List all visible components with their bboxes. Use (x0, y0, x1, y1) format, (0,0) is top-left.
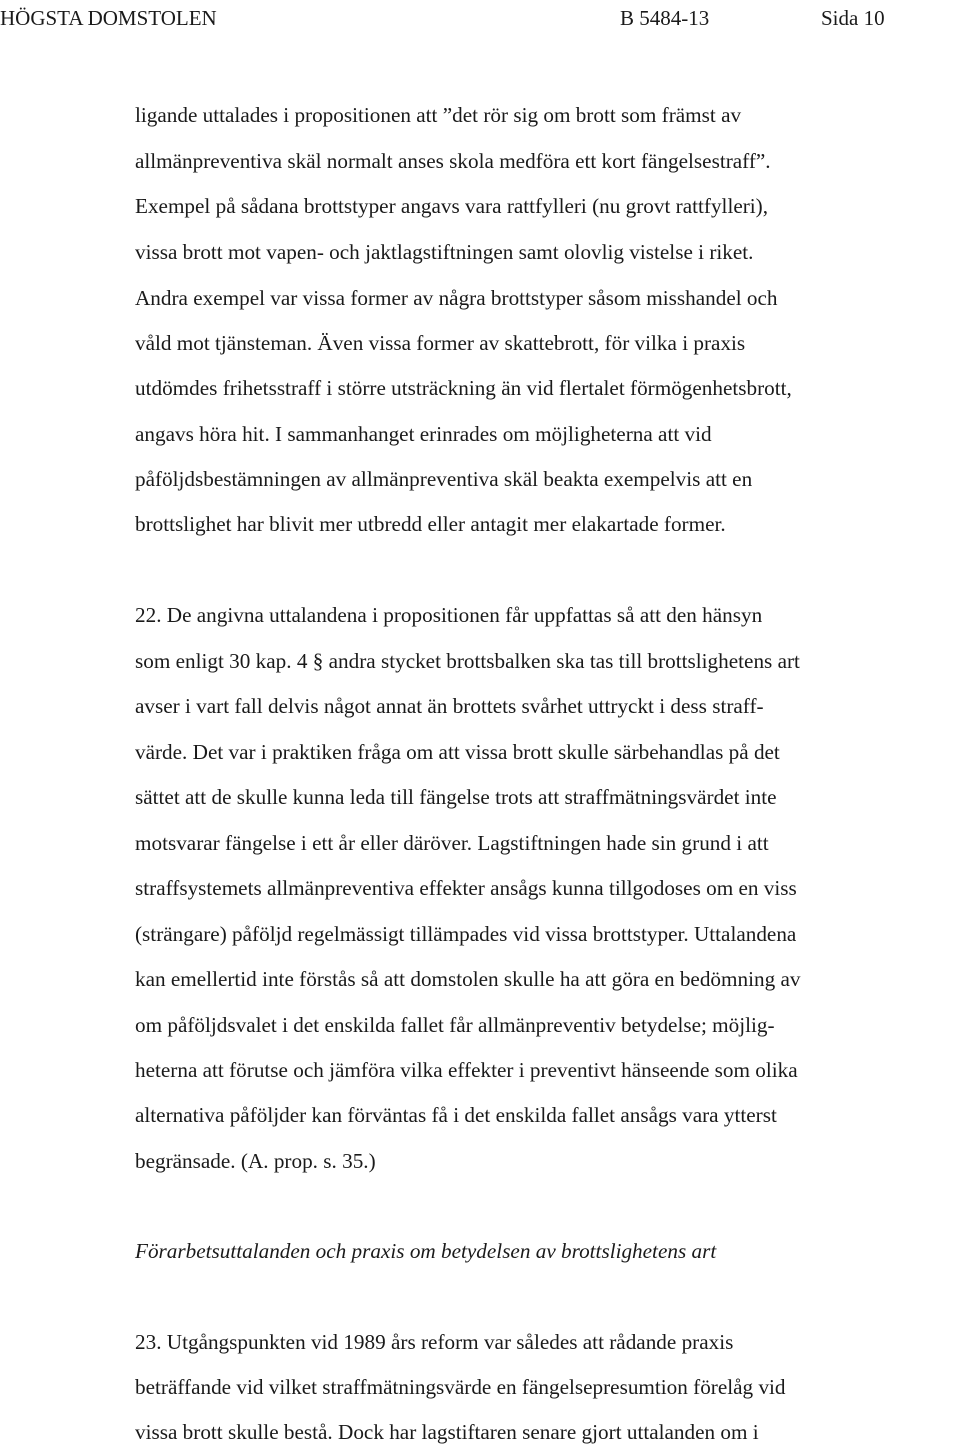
case-number: B 5484-13 (620, 6, 710, 30)
text-line: allmänpreventiva skäl normalt anses skola medföra ett kort fängelsestraff”. (135, 149, 771, 173)
text-line: vissa brott mot vapen- och jaktlagstiftningen samt olovlig vistelse i riket. (135, 240, 754, 264)
text-line: brottslighet har blivit mer utbredd eller antagit mer elakartade former. (135, 512, 726, 536)
section-heading: Förarbetsuttalanden och praxis om betydelsen av brottslighetens art (135, 1239, 717, 1263)
text-line: beträffande vid vilket straffmätningsvärde en fängelsepresumtion förelåg vid (135, 1375, 786, 1399)
text-line: kan emellertid inte förstås så att domstolen skulle ha att göra en bedömning av (135, 967, 801, 991)
text-line: utdömdes frihetsstraff i större utsträckning än vid flertalet förmögenhetsbrott, (135, 376, 792, 400)
text-line: som enligt 30 kap. 4 § andra stycket brottsbalken ska tas till brottslighetens art (135, 649, 800, 673)
text-line: alternativa påföljder kan förväntas få i det enskilda fallet ansågs vara ytterst (135, 1103, 777, 1127)
page-header (0, 4, 960, 34)
page-number: Sida 10 (821, 6, 885, 30)
text-line: ligande uttalades i propositionen att ”det rör sig om brott som främst av (135, 103, 742, 127)
text-line: Exempel på sådana brottstyper angavs vara rattfylleri (nu grovt rattfylleri), (135, 194, 769, 218)
court-name: HÖGSTA DOMSTOLEN (0, 6, 217, 30)
text-line: vissa brott skulle bestå. Dock har lagstiftaren senare gjort uttalanden om i (135, 1420, 759, 1444)
text-line: motsvarar fängelse i ett år eller däröver. Lagstiftningen hade sin grund i att (135, 831, 769, 855)
text-line: om påföljdsvalet i det enskilda fallet får allmänpreventiv betydelse; möjlig- (135, 1013, 775, 1037)
text-line: 23. Utgångspunkten vid 1989 års reform var således att rådande praxis (135, 1330, 734, 1354)
text-line: Andra exempel var vissa former av några brottstyper såsom misshandel och (135, 286, 778, 310)
text-line: angavs höra hit. I sammanhanget erinrades om möjligheterna att vid (135, 422, 712, 446)
text-line: påföljdsbestämningen av allmänpreventiva skäl beakta exempelvis att en (135, 467, 753, 491)
text-line: värde. Det var i praktiken fråga om att vissa brott skulle särbehandlas på det (135, 740, 780, 764)
text-line: sättet att de skulle kunna leda till fängelse trots att straffmätningsvärdet inte (135, 785, 777, 809)
text-line: 22. De angivna uttalandena i propositionen får uppfattas så att den hänsyn (135, 603, 763, 627)
text-line: heterna att förutse och jämföra vilka effekter i preventivt hänseende som olika (135, 1058, 798, 1082)
text-line: straffsystemets allmänpreventiva effekter ansågs kunna tillgodoses om en viss (135, 876, 797, 900)
text-line: våld mot tjänsteman. Även vissa former av skattebrott, för vilka i praxis (135, 331, 746, 355)
text-line: avser i vart fall delvis något annat än brottets svårhet uttryckt i dess straff- (135, 694, 764, 718)
text-line: begränsade. (A. prop. s. 35.) (135, 1149, 376, 1173)
text-line: (strängare) påföljd regelmässigt tillämpades vid vissa brottstyper. Uttalandena (135, 922, 797, 946)
